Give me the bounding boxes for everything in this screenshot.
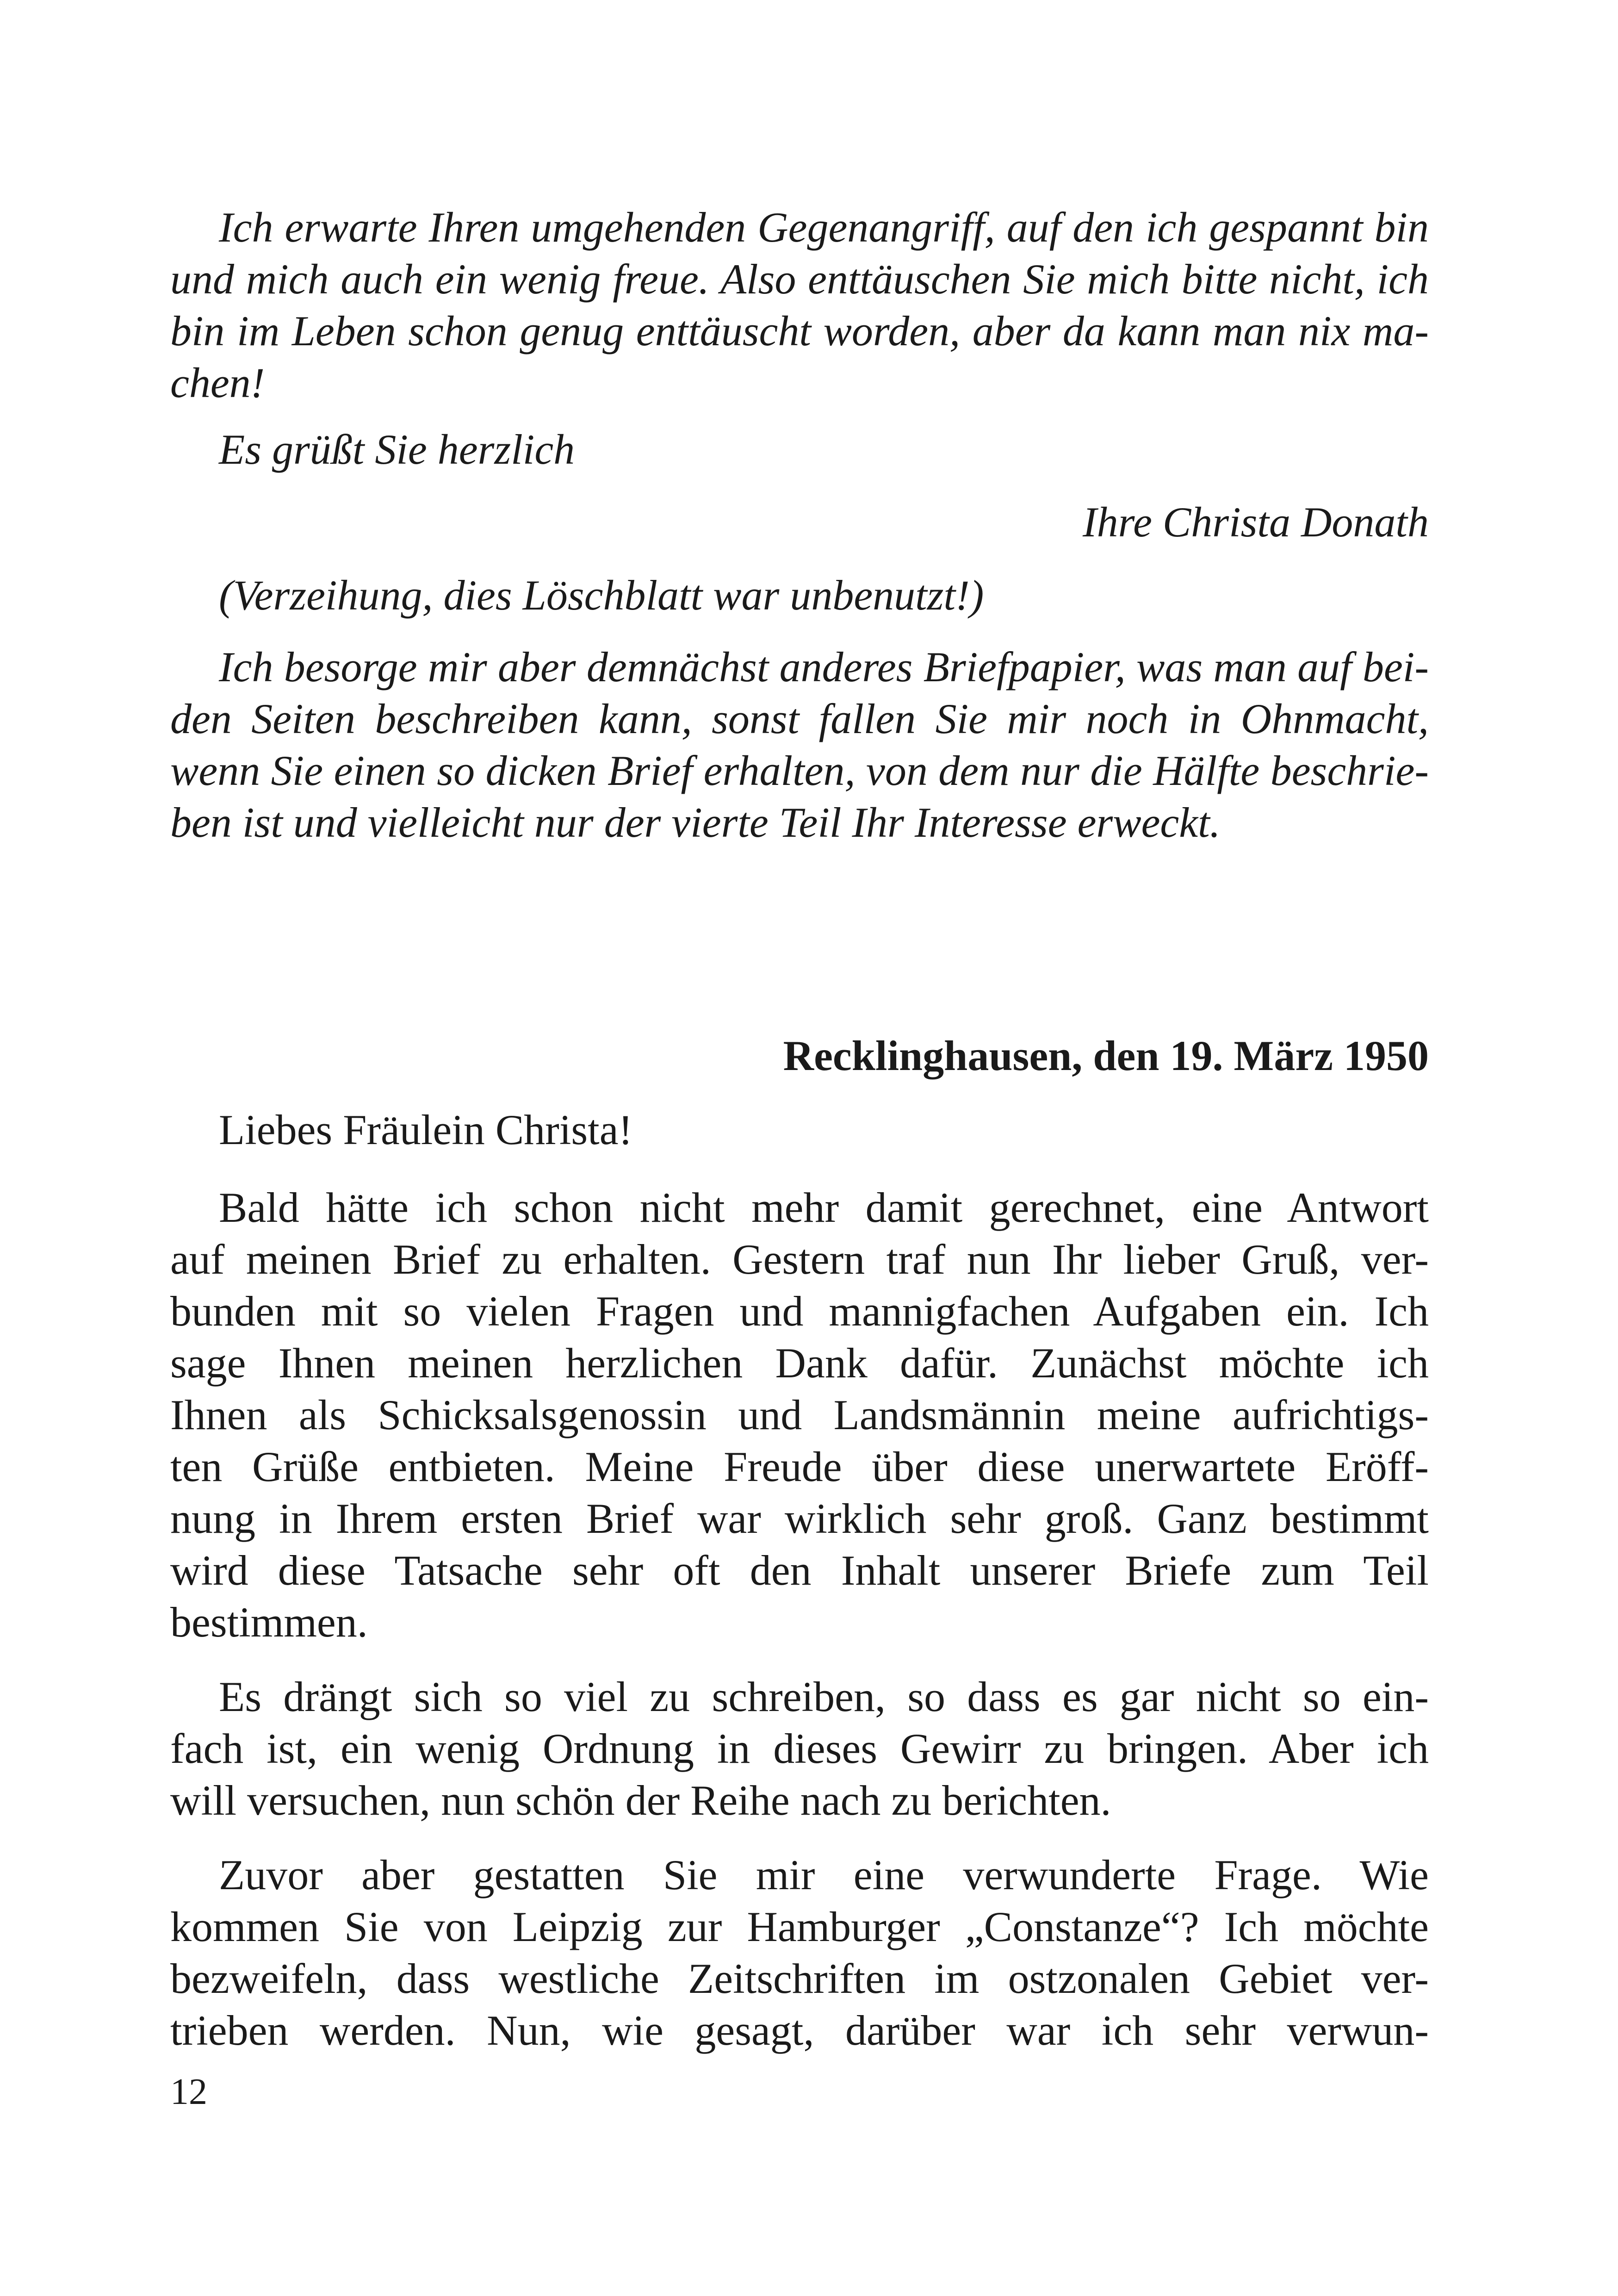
letter-para1-line-5: Ihnen als Schicksalsgenossin und Landsmännin meine aufrichtigs-	[170, 1391, 1429, 1438]
closing-greeting: Es grüßt Sie herzlich	[219, 426, 575, 473]
letter-salutation: Liebes Fräulein Christa!	[219, 1106, 633, 1153]
signature: Ihre Christa Donath	[1083, 498, 1429, 546]
page-number: 12	[170, 2072, 207, 2112]
letter-para3-line-1: Zuvor aber gestatten Sie mir eine verwunderte Frage. Wie	[219, 1851, 1429, 1898]
letter-para1-line-2: auf meinen Brief zu erhalten. Gestern traf nun Ihr lieber Gruß, ver-	[170, 1236, 1429, 1283]
postscript-2-line-3: wenn Sie einen so dicken Brief erhalten, von dem nur die Hälfte beschrie-	[170, 747, 1429, 794]
letter-para1-line-3: bunden mit so vielen Fragen und mannigfachen Aufgaben ein. Ich	[170, 1288, 1429, 1335]
letter-para1-line-4: sage Ihnen meinen herzlichen Dank dafür. Zunächst möchte ich	[170, 1339, 1429, 1387]
letter-para1-line-7: nung in Ihrem ersten Brief war wirklich sehr groß. Ganz bestimmt	[170, 1495, 1429, 1542]
italic-para1-line-4: chen!	[170, 359, 265, 406]
letter-para2-line-2: fach ist, ein wenig Ordnung in dieses Gewirr zu bringen. Aber ich	[170, 1725, 1429, 1772]
postscript-1: (Verzeihung, dies Löschblatt war unbenutzt!)	[219, 572, 984, 619]
postscript-2-line-2: den Seiten beschreiben kann, sonst fallen Sie mir noch in Ohnmacht,	[170, 695, 1429, 742]
italic-para1-line-3: bin im Leben schon genug enttäuscht worden, aber da kann man nix ma-	[170, 307, 1429, 355]
letter-para3-line-4: trieben werden. Nun, wie gesagt, darüber war ich sehr verwun-	[170, 2007, 1429, 2054]
letter-dateline: Recklinghausen, den 19. März 1950	[783, 1032, 1429, 1079]
letter-para1-line-9: bestimmen.	[170, 1599, 368, 1646]
postscript-2-line-1: Ich besorge mir aber demnächst anderes Briefpapier, was man auf bei-	[219, 643, 1429, 691]
letter-para3-line-2: kommen Sie von Leipzig zur Hamburger „Constanze“? Ich möchte	[170, 1903, 1429, 1950]
italic-para1-line-1: Ich erwarte Ihren umgehenden Gegenangriff, auf den ich gespannt bin	[219, 204, 1429, 251]
letter-para3-line-3: bezweifeln, dass westliche Zeitschriften im ostzonalen Gebiet ver-	[170, 1955, 1429, 2002]
postscript-2-line-4: ben ist und vielleicht nur der vierte Teil Ihr Interesse erweckt.	[170, 799, 1221, 846]
letter-para2-line-3: will versuchen, nun schön der Reihe nach zu berichten.	[170, 1777, 1111, 1824]
letter-para1-line-6: ten Grüße entbieten. Meine Freude über diese unerwartete Eröff-	[170, 1443, 1429, 1490]
letter-para1-line-1: Bald hätte ich schon nicht mehr damit gerechnet, eine Antwort	[219, 1184, 1429, 1231]
letter-para2-line-1: Es drängt sich so viel zu schreiben, so dass es gar nicht so ein-	[219, 1673, 1429, 1720]
italic-para1-line-2: und mich auch ein wenig freue. Also enttäuschen Sie mich bitte nicht, ich	[170, 255, 1429, 303]
letter-para1-line-8: wird diese Tatsache sehr oft den Inhalt unserer Briefe zum Teil	[170, 1547, 1429, 1594]
